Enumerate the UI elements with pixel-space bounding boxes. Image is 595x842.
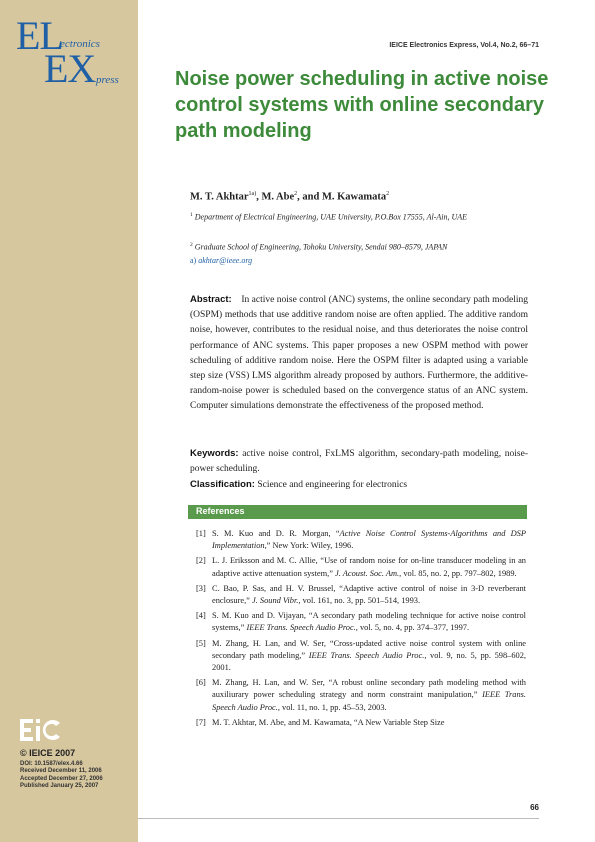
- logo-el: EL: [16, 13, 63, 58]
- reference-italic: IEEE Trans. Speech Audio Proc.: [246, 623, 356, 633]
- reference-number: [2]: [196, 556, 206, 566]
- email-prefix: a): [190, 256, 197, 265]
- publication-meta: [20, 761, 103, 791]
- reference-item: [196, 610, 526, 634]
- author-list: [190, 191, 389, 203]
- reference-item: [196, 717, 526, 729]
- reference-number: [1]: [196, 529, 206, 538]
- accepted-date: Accepted December 27, 2006: [20, 775, 103, 782]
- journal-header: IEICE Electronics Express, Vol.4, No.2, 66–71: [389, 42, 539, 49]
- reference-italic: IEEE Trans. Speech Audio Proc.: [308, 650, 425, 660]
- author-2-sup: 2: [294, 191, 298, 197]
- sidebar-band: [0, 0, 138, 842]
- reference-text: M. Zhang, H. Lan, and W. Ser, “A robust online secondary path modeling method with auxiliurary power scheduling strategy and norm constraint manipulation,”: [212, 678, 526, 700]
- abstract: [190, 292, 528, 415]
- author-1-sup: 1a): [248, 191, 257, 197]
- affiliation-1-sup: 1: [190, 212, 193, 218]
- classification-text: Science and engineering for electronics: [257, 480, 408, 490]
- reference-item: [196, 677, 526, 714]
- reference-text: S. M. Kuo and D. Vijayan, “A secondary path modeling technique for active noise control systems,”: [212, 611, 526, 633]
- email-link[interactable]: akhtar@ieee.org: [198, 256, 253, 265]
- reference-number: [7]: [196, 717, 206, 727]
- abstract-text: In active noise control (ANC) systems, the online secondary path modeling (OSPM) methods that use additive random noise are often applied. The additive random noise, however, contributes to the residual noise, and thus deteriorates the noise control performance of ANC systems. This paper proposes a new OSPM method with power scheduling of additive random noise. Here the OSPM filter is adapted using a variable step size (VSS) LMS algorithm already proposed by authors. Furthermore, the additive-random-noise power is scheduled based on the convergence status of an ANC system. Computer simulations demonstrate the effectiveness of the proposed method.: [190, 295, 528, 412]
- reference-number: [5]: [196, 638, 206, 648]
- reference-italic: J. Sound Vibr.: [252, 596, 299, 606]
- keywords: [190, 446, 528, 477]
- author-separator: , and: [297, 191, 322, 203]
- reference-text: C. Bao, P. Sas, and H. V. Brussel, “Adaptive active control of noise in 3-D reverberant enclosure,”: [212, 583, 526, 606]
- reference-text: M. T. Akhtar, M. Abe, and M. Kawamata, “A New Variable Step Size: [212, 717, 445, 727]
- doi: DOI: 10.1587/elex.4.66: [20, 761, 83, 767]
- reference-list: [196, 528, 526, 732]
- author-2: M. Abe: [261, 191, 295, 203]
- affiliation-1-text: Department of Electrical Engineering, UAE University, P.O.Box 17555, Al-Ain, UAE: [194, 212, 468, 222]
- reference-number: [3]: [196, 583, 206, 593]
- keywords-label: Keywords:: [190, 448, 239, 459]
- reference-item: [196, 555, 526, 579]
- author-1: M. T. Akhtar: [190, 191, 249, 203]
- reference-number: [6]: [196, 678, 206, 688]
- affiliation-1: [190, 207, 530, 226]
- logo-ex: EX: [44, 46, 96, 91]
- reference-item: [196, 528, 526, 552]
- logo-electronics: ectronics: [60, 38, 100, 50]
- logo-express: press: [96, 74, 119, 86]
- reference-item: [196, 583, 526, 607]
- eic-logo-icon: [20, 717, 64, 745]
- reference-text: , vol. 85, no. 2, pp. 797–802, 1989.: [399, 568, 517, 578]
- abstract-label: Abstract:: [190, 294, 232, 305]
- classification: [190, 477, 528, 493]
- reference-text: , vol. 11, no. 1, pp. 45–53, 2003.: [277, 702, 387, 712]
- affiliation-2-sup: 2: [190, 242, 193, 248]
- reference-text: M. Zhang, H. Lan, and W. Ser, “Cross-updated active noise control system with online secondary path modeling,”: [212, 638, 526, 660]
- reference-text: S. M. Kuo and D. R. Morgan, “: [212, 529, 340, 538]
- author-3-sup: 2: [386, 191, 390, 197]
- references-title: References: [196, 506, 245, 516]
- reference-item: [196, 638, 526, 675]
- reference-text: , vol. 161, no. 3, pp. 501–514, 1993.: [298, 596, 421, 606]
- reference-text: , vol. 5, no. 4, pp. 374–377, 1997.: [355, 623, 470, 633]
- received-date: Received December 11, 2006: [20, 768, 102, 775]
- journal-logo: [16, 13, 134, 91]
- classification-label: Classification:: [190, 479, 255, 490]
- reference-text: , vol. 9, no. 5, pp. 598–602, 2001.: [212, 650, 526, 673]
- reference-text: ,” New York: Wiley, 1996.: [264, 541, 354, 551]
- affiliation-2-text: Graduate School of Engineering, Tohoku University, Sendai 980–8579, JAPAN: [194, 242, 448, 252]
- reference-italic: Active Noise Control Systems-Algorithms and DSP Implementation: [212, 529, 526, 551]
- author-separator: ,: [256, 191, 262, 203]
- reference-italic: IEEE Trans. Speech Audio Proc.: [212, 690, 526, 712]
- reference-number: [4]: [196, 611, 206, 621]
- keywords-text: active noise control, FxLMS algorithm, secondary-path modeling, noise-power scheduling.: [190, 449, 529, 474]
- paper-title: Noise power scheduling in active noise control systems with online secondary path modeling: [175, 68, 549, 142]
- reference-italic: J. Acoust. Soc. Am.: [335, 568, 400, 578]
- email-line: [190, 253, 530, 269]
- references-header-bar: [188, 505, 527, 519]
- bottom-divider: [138, 818, 539, 819]
- reference-text: L. J. Eriksson and M. C. Allie, “Use of random noise for on-line transducer modeling in an adaptive active attenuation system,”: [212, 556, 526, 578]
- page-number: 66: [530, 803, 539, 812]
- copyright: © IEICE 2007: [20, 748, 76, 758]
- author-3: M. Kawamata: [321, 191, 387, 203]
- published-date: Published January 25, 2007: [20, 783, 99, 790]
